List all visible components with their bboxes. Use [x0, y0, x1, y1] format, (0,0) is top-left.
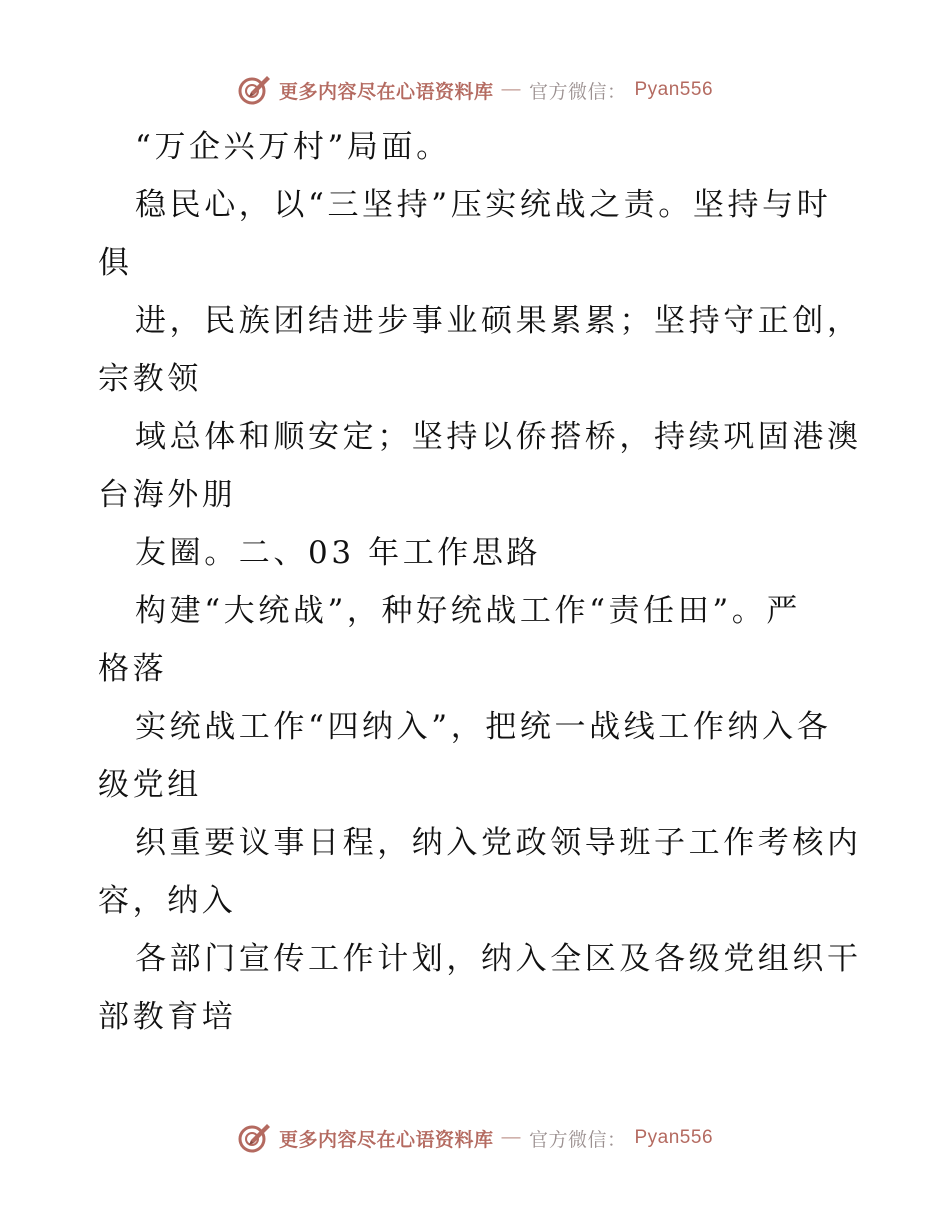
text-line: 台海外朋	[98, 477, 237, 513]
text-line: 稳民心，以“三坚持”压实统战之责。坚持与时	[135, 187, 832, 223]
banner-dash: —	[501, 79, 521, 100]
header-banner	[0, 70, 950, 110]
banner-wechat-label: 官方微信：	[528, 1129, 627, 1151]
banner-text: 更多内容尽在心语资料库	[278, 80, 494, 103]
text-line: 级党组	[98, 767, 202, 803]
banner-wechat-label: 官方微信：	[528, 81, 627, 103]
text-line: “万企兴万村”局面。	[135, 129, 451, 165]
text-line: 俱	[98, 245, 133, 281]
banner-text: 更多内容尽在心语资料库	[278, 1128, 494, 1151]
text-line: 实统战工作“四纳入”，把统一战线工作纳入各	[135, 709, 832, 745]
text-line: 部教育培	[98, 999, 237, 1035]
text-line: 宗教领	[98, 361, 202, 397]
banner-wechat-id: Pyan556	[634, 79, 714, 100]
text-line: 进，民族团结进步事业硕果累累；坚持守正创，	[135, 303, 862, 339]
banner-dash: —	[501, 1127, 521, 1148]
text-line: 容，纳入	[98, 883, 237, 919]
text-line: 各部门宣传工作计划，纳入全区及各级党组织干	[135, 941, 862, 977]
banner-wechat-id: Pyan556	[634, 1127, 714, 1148]
document-body	[98, 118, 862, 1046]
text-line: 织重要议事日程，纳入党政领导班子工作考核内	[135, 825, 862, 861]
text-line: 友圈。二、03 年工作思路	[135, 535, 542, 571]
pen-logo-icon	[237, 73, 271, 107]
text-line: 构建“大统战”，种好统战工作“责任田”。严	[135, 593, 801, 629]
footer-banner	[0, 1118, 950, 1158]
text-line: 格落	[98, 651, 168, 687]
pen-logo-icon	[237, 1121, 271, 1155]
text-line: 域总体和顺安定；坚持以侨搭桥，持续巩固港澳	[135, 419, 862, 455]
